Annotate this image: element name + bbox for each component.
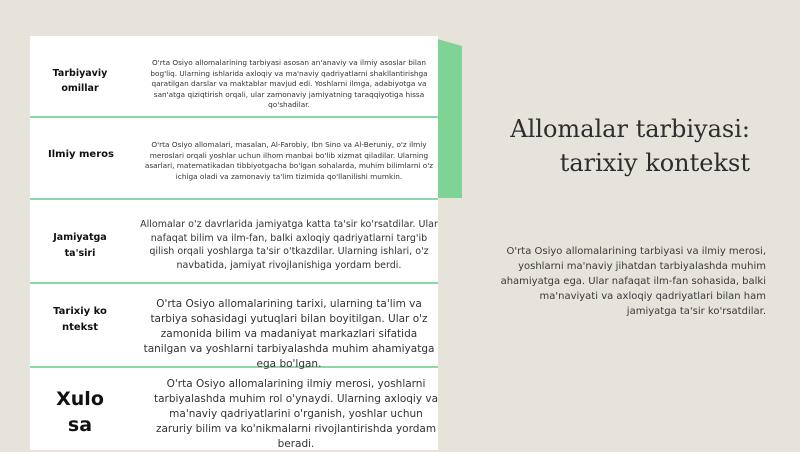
row-text: O'rta Osiyo allomalarining tarixi, ularning ta'lim va tarbiya sohasidagi yutuqlari bilan boyitilgan. Ular o'z zamonida bilim va madaniyat markazlari sifatida tanilgan va yoshlarni tarbiyalashda muhim ahamiyatga ega bo'lgan. <box>143 298 435 370</box>
row-label: Jamiyatga ta'siri <box>53 232 107 259</box>
slide-title: Allomalar tarbiyasi: tarixiy kontekst <box>510 115 750 177</box>
table-row <box>30 284 438 368</box>
row-text: O'rta Osiyo allomalarining ilmiy merosi, yoshlarni tarbiyalashda muhim rol o'ynaydi. Ularning axloqiy va ma'naviy qadriyatlarini o'rganish, yoshlar uchun zaruriy bilim va ko'nikmalarni rivojlantirishda yordam beradi. <box>153 378 439 450</box>
table-row <box>30 200 438 284</box>
table-row <box>30 118 438 200</box>
row-label: Xulosa <box>56 388 104 436</box>
row-text: O'rta Osiyo allomalarining tarbiyasi asosan an'anaviy va ilmiy asoslar bilan bog'liq. Ularning ishlarida axloqiy va ma'naviy qadriyatlarni shakllantirishga qaratilgan darslar va maktablar mavjud edi. Yoshlarni ilmga, adabiyotga va san'atga qiziqtirish orqali, ular zamonaviy jamiyatning taraqqiyotiga hissa qo'shadilar. <box>150 58 428 109</box>
row-label: Tarbiyaviy omillar <box>52 68 108 94</box>
row-label: Ilmiy meros <box>48 149 114 160</box>
row-text: Allomalar o'z davrlarida jamiyatga katta ta'sir ko'rsatdilar. Ular nafaqat bilim va ilm-fan, balki axloqiy qadriyatlarni targ'ib qilish orqali yoshlarga ta'sir o'tkazdilar. Ularning ishlari, o'z navbatida, jamiyat rivojlanishiga yordam berdi. <box>140 219 438 271</box>
row-label: Tarixiy kontekst <box>53 306 107 333</box>
table-row <box>30 36 438 118</box>
slide-summary: O'rta Osiyo allomalarining tarbiyasi va ilmiy merosi, yoshlarni ma'naviy jihatdan tarbiyalashda muhim ahamiyatga ega. Ular nafaqat ilm-fan sohasida, balki ma'naviyati va axloqiy qadriyatlari bilan ham jamiyatga ta'sir ko'rsatdilar. <box>500 246 766 317</box>
row-text: O'rta Osiyo allomalari, masalan, Al-Farobiy, Ibn Sino va Al-Beruniy, o'z ilmiy meroslari orqali yoshlar uchun ilhom manbai bo'lib xizmat qiladilar. Ularning asarlari, matematikadan tibbiyotgacha bo'lgan sohalarda, muhim bilimlarni o'z ichiga oladi va zamonaviy ta'lim tizimida qo'llanilishi mumkin. <box>144 140 434 181</box>
content-table <box>30 36 438 450</box>
table-row <box>30 368 438 450</box>
